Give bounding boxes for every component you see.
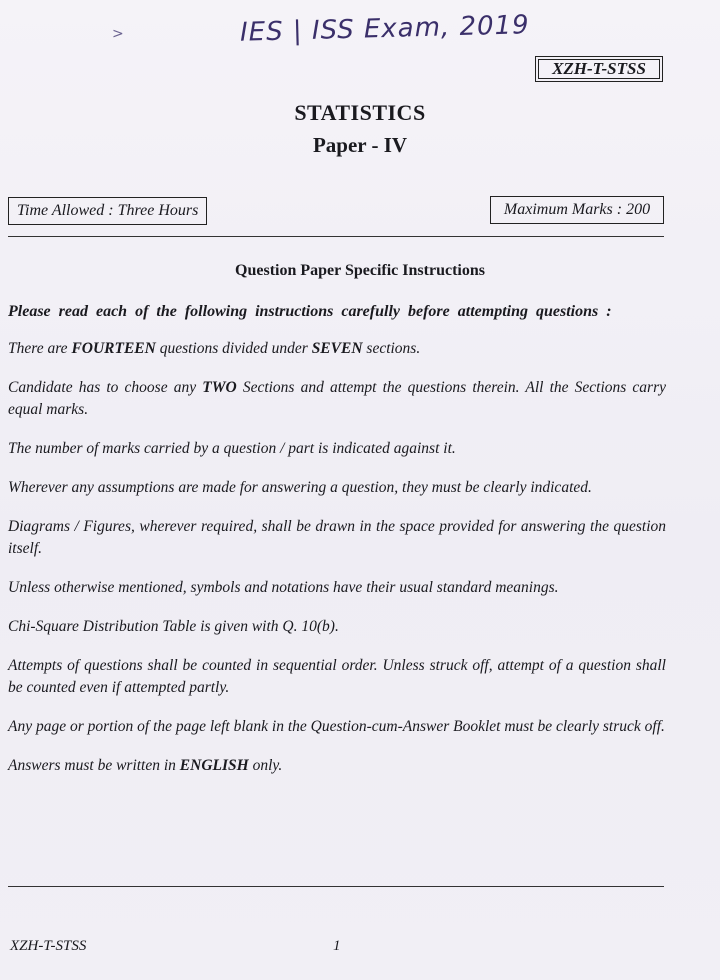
time-allowed-box: Time Allowed : Three Hours	[8, 197, 207, 225]
instruction-item: Wherever any assumptions are made for answering a question, they must be clearly indicated.	[8, 479, 592, 496]
paper-code-box: XZH-T-STSS	[535, 56, 663, 82]
instructions-body	[8, 300, 666, 794]
bottom-divider	[8, 886, 664, 887]
instruction-item: The number of marks carried by a question / part is indicated against it.	[8, 440, 456, 457]
instruction-item: Diagrams / Figures, wherever required, shall be drawn in the space provided for answering the question itself.	[8, 518, 666, 557]
handwritten-note: IES | ISS Exam, 2019	[239, 10, 531, 48]
maximum-marks-box: Maximum Marks : 200	[490, 196, 664, 224]
instruction-item: Attempts of questions shall be counted in sequential order. Unless struck off, attempt of a question shall be counted even if attempted partly.	[8, 657, 666, 696]
instruction-item: There are FOURTEEN questions divided under SEVEN sections.	[8, 340, 421, 357]
instruction-item: Unless otherwise mentioned, symbols and notations have their usual standard meanings.	[8, 579, 559, 596]
instruction-item: Any page or portion of the page left blank in the Question-cum-Answer Booklet must be clearly struck off.	[8, 718, 665, 735]
footer-paper-code: XZH-T-STSS	[10, 938, 87, 954]
instructions-lead: Please read each of the following instructions carefully before attempting questions :	[8, 303, 612, 320]
instruction-item: Chi-Square Distribution Table is given with Q. 10(b).	[8, 618, 339, 635]
subject-title: STATISTICS	[294, 100, 426, 125]
instructions-heading: Question Paper Specific Instructions	[235, 262, 485, 279]
top-divider	[8, 236, 664, 237]
page-number: 1	[333, 938, 341, 954]
pen-mark: >	[112, 26, 124, 42]
paper-title: Paper - IV	[312, 133, 408, 157]
instruction-item: Answers must be written in ENGLISH only.	[8, 757, 283, 774]
instruction-item: Candidate has to choose any TWO Sections and attempt the questions therein. All the Sections carry equal marks.	[8, 379, 667, 418]
